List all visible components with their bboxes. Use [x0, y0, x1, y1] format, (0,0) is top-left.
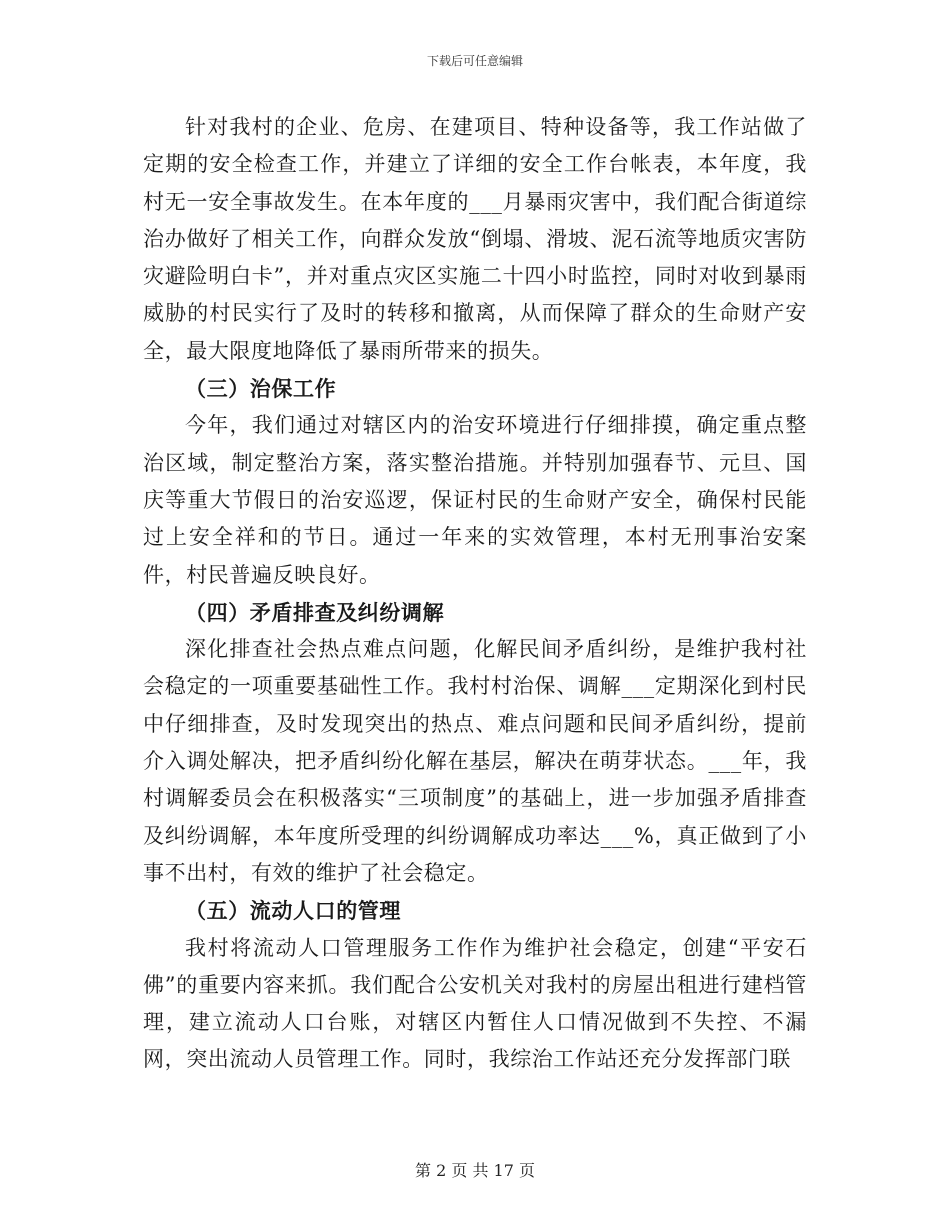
paragraph-dispute-mediation: 深化排查社会热点难点问题，化解民间矛盾纠纷，是维护我村社会稳定的一项重要基础性工作。我村村治保、调解___定期深化到村民中仔细排查，及时发现突出的热点、难点问题和民间矛盾纠纷，提前介入调处解决，把矛盾纠纷化解在基层，解决在萌芽状态。___年，我村调解委员会在积极落实“三项制度”的基础上，进一步加强矛盾排查及纠纷调解，本年度所受理的纠纷调解成功率达___%，真正做到了小事不出村，有效的维护了社会稳定。	[143, 637, 807, 885]
document-body	[143, 109, 807, 1079]
section-heading-dispute-mediation: （四）矛盾排查及纠纷调解	[185, 599, 445, 625]
section-heading-floating-population: （五）流动人口的管理	[185, 898, 401, 924]
paragraph-safety-inspection: 针对我村的企业、危房、在建项目、特种设备等，我工作站做了定期的安全检查工作，并建立了详细的安全工作台帐表，本年度，我村无一安全事故发生。在本年度的___月暴雨灾害中，我们配合街道综治办做好了相关工作，向群众发放“倒塌、滑坡、泥石流等地质灾害防灾避险明白卡”，并对重点灾区实施二十四小时监控，同时对收到暴雨威胁的村民实行了及时的转移和撤离，从而保障了群众的生命财产安全，最大限度地降低了暴雨所带来的损失。	[143, 115, 807, 363]
page-header: 下载后可任意编辑	[426, 54, 523, 68]
page-number: 第 2 页 共 17 页	[415, 1161, 535, 1180]
section-heading-security: （三）治保工作	[185, 376, 337, 402]
paragraph-security-work: 今年，我们通过对辖区内的治安环境进行仔细排摸，确定重点整治区域，制定整治方案，落实整治措施。并特别加强春节、元旦、国庆等重大节假日的治安巡逻，保证村民的生命财产安全，确保村民能过上安全祥和的节日。通过一年来的实效管理，本村无刑事治安案件，村民普遍反映良好。	[143, 413, 807, 587]
paragraph-floating-population: 我村将流动人口管理服务工作作为维护社会稳定，创建“平安石佛”的重要内容来抓。我们配合公安机关对我村的房屋出租进行建档管理，建立流动人口台账，对辖区内暂住人口情况做到不失控、不漏网，突出流动人员管理工作。同时，我综治工作站还充分发挥部门联	[143, 935, 807, 1072]
